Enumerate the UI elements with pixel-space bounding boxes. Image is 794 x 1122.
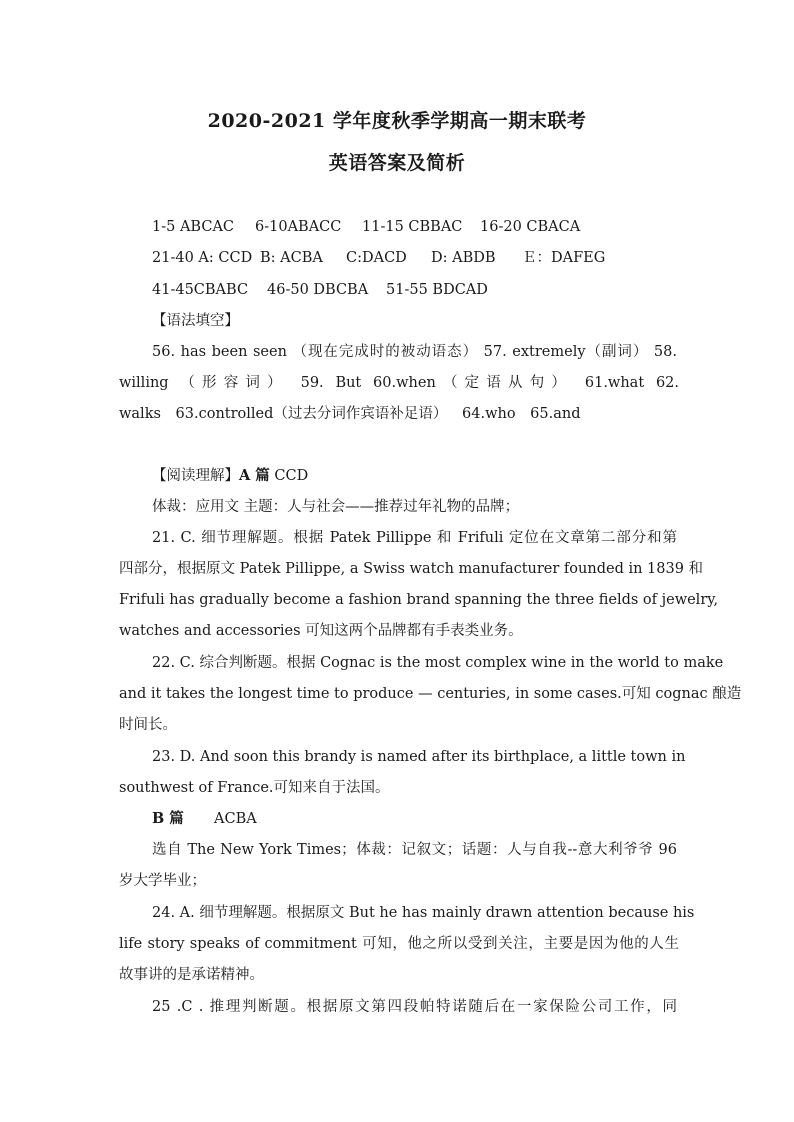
passage-genre: 选自 The New York Times；体裁：记叙文；话题：人与自我--意大利爷爷 96 [152, 842, 677, 858]
answer-group: 51-55 BDCAD [386, 282, 488, 298]
explanation-line: 24. A. 细节理解题。根据原文 But he has mainly drawn attention because his [152, 905, 695, 921]
explanation-line: 时间长。 [119, 717, 177, 733]
answer-group: 6-10ABACC [255, 219, 342, 235]
explanation-line: life story speaks of commitment 可知，他之所以受到关注，主要是因为他的人生 [119, 936, 679, 952]
answer-group: C:DACD [346, 250, 407, 266]
passage-label: A 篇 [239, 467, 270, 484]
grammar-line: walks 63.controlled（过去分词作宾语补足语） 64.who 65.and [119, 406, 581, 422]
passage-genre: 岁大学毕业； [119, 873, 206, 889]
passage-genre: 体裁：应用文 主题：人与社会——推荐过年礼物的品牌； [152, 499, 520, 515]
answer-group: 46-50 DBCBA [267, 282, 369, 298]
explanation-line: 22. C. 综合判断题。根据 Cognac is the most complex wine in the world to make [152, 655, 724, 671]
passage-answer: CCD [269, 468, 309, 484]
explanation-line: 故事讲的是承诺精神。 [119, 967, 264, 983]
answer-group: D: ABDB [431, 250, 496, 266]
passage-answer: ACBA [214, 811, 257, 827]
answer-row-3 [152, 280, 677, 300]
passage-label: B 篇 [152, 810, 184, 827]
answer-group: B: ACBA [260, 250, 323, 266]
explanation-line: 25 .C . 推理判断题。根据原文第四段帕特诺随后在一家保险公司工作，同 [152, 999, 677, 1015]
grammar-heading: 【语法填空】 [152, 313, 239, 329]
explanation-line: 四部分，根据原文 Patek Pillippe, a Swiss watch manufacturer founded in 1839 和 [119, 561, 704, 577]
explanation-line: and it takes the longest time to produce — centuries, in some cases.可知 cognac 酿造 [119, 686, 742, 702]
answer-group: 21-40 A: CCD [152, 250, 253, 266]
explanation-line: 23. D. And soon this brandy is named after its birthplace, a little town in [152, 749, 686, 765]
reading-a-heading [152, 466, 677, 486]
document-subtitle: 英语答案及简析 [328, 152, 466, 174]
grammar-line: willing （形容词） 59. But 60.when（定语从句） 61.what 62. [119, 375, 679, 391]
answer-group: 41-45CBABC [152, 282, 249, 298]
explanation-line: Frifuli has gradually become a fashion brand spanning the three fields of jewelry, [119, 592, 719, 608]
answer-group: Ｅ：DAFEG [522, 250, 606, 266]
answer-group: 1-5 ABCAC [152, 219, 235, 235]
answer-group: 16-20 CBACA [480, 219, 581, 235]
answer-row-1 [152, 217, 677, 237]
answer-group: 11-15 CBBAC [362, 219, 463, 235]
explanation-line: watches and accessories 可知这两个品牌都有手表类业务。 [119, 623, 523, 639]
grammar-line: 56. has been seen （现在完成时的被动语态） 57. extremely（副词） 58. [152, 344, 677, 360]
answer-row-2 [152, 248, 677, 268]
document-title: 2020-2021 学年度秋季学期高一期末联考 [207, 110, 587, 132]
explanation-line: 21. C. 细节理解题。根据 Patek Pillippe 和 Frifuli 定位在文章第二部分和第 [152, 530, 677, 546]
explanation-line: southwest of France.可知来自于法国。 [119, 780, 390, 796]
reading-b-heading [152, 809, 677, 829]
section-bracket: 【阅读理解】 [152, 468, 239, 484]
